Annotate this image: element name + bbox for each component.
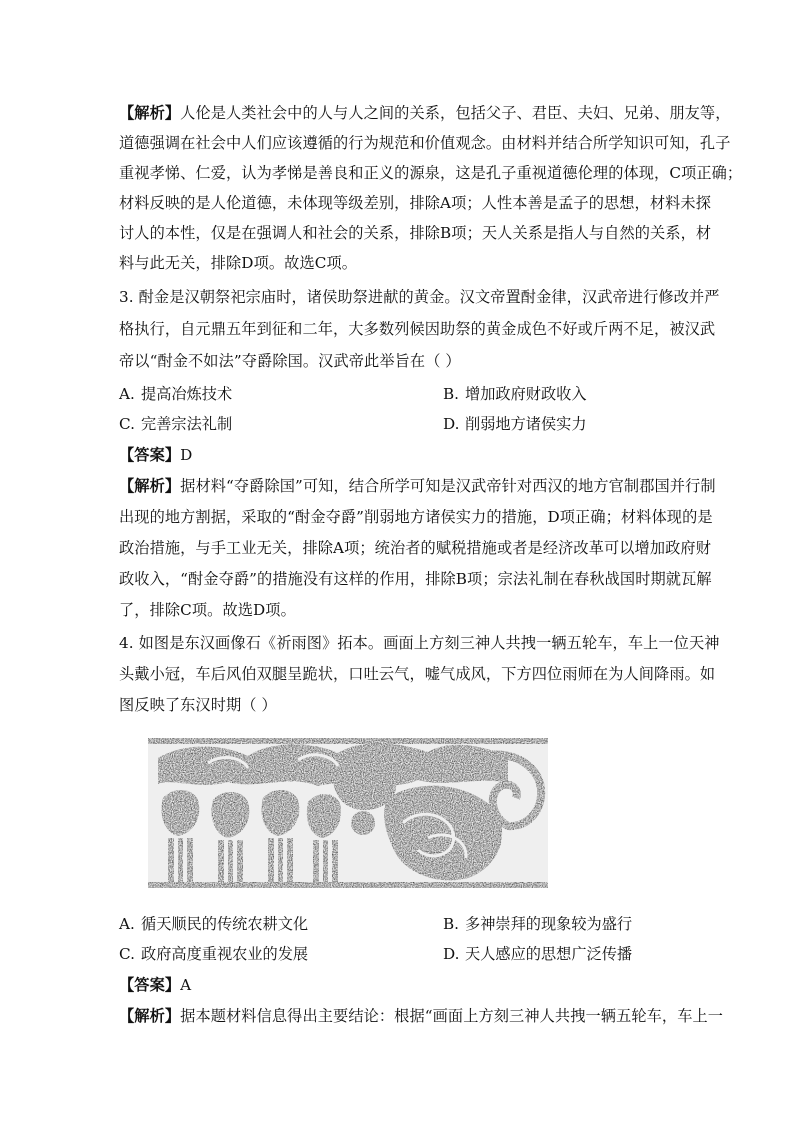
q3-analysis-line-4: 政收入，“酎金夺爵”的措施没有这样的作用，排除B项；宗法礼制在春秋战国时期就瓦解 xyxy=(119,570,712,588)
q4-answer-value: A xyxy=(180,976,192,994)
q3-answer xyxy=(119,444,679,466)
q4-option-d[interactable]: D. 天人感应的思想广泛传播 xyxy=(443,945,633,963)
q3-answer-value: D xyxy=(180,446,193,464)
q4-analysis-tag: 【解析】 xyxy=(119,1007,181,1025)
q2-analysis-line-4: 材料反映的是人伦道德，未体现等级差别，排除A项；人性本善是孟子的思想，材料未探 xyxy=(119,194,711,212)
q3-stem-line-1: 3. 酎金是汉朝祭祀宗庙时，诸侯助祭进献的黄金。汉文帝置酎金律，汉武帝进行修改并严 xyxy=(119,288,720,306)
rain-praying-rubbing-image xyxy=(148,738,548,888)
q3-option-a[interactable]: A. 提高冶炼技术 xyxy=(119,385,233,403)
q4-stem-line-3: 图反映了东汉时期（ ） xyxy=(119,696,277,714)
q3-answer-tag: 【答案】 xyxy=(119,446,181,464)
q3-analysis-line-3: 政治措施，与手工业无关，排除A项；统治者的赋税措施或者是经济改革可以增加政府财 xyxy=(119,539,711,557)
q3-option-c[interactable]: C. 完善宗法礼制 xyxy=(119,415,233,433)
q4-answer-tag: 【答案】 xyxy=(119,976,181,994)
q2-analysis-line-3: 重视孝悌、仁爱，认为孝悌是善良和正义的源泉，这是孔子重视道德伦理的体现，C项正确； xyxy=(119,164,743,182)
q2-analysis-line-2: 道德强调在社会中人们应该遵循的行为规范和价值观念。由材料并结合所学知识可知，孔子 xyxy=(119,134,731,152)
q2-analysis-line-5: 讨人的本性，仅是在强调人和社会的关系，排除B项；天人关系是指人与自然的关系，材 xyxy=(119,224,712,242)
rubbing-illustration xyxy=(148,738,548,888)
q3-stem-line-2: 格执行，自元鼎五年到征和二年，大多数列候因助祭的黄金成色不好或斤两不足，被汉武 xyxy=(119,320,716,338)
q4-stem-line-2: 头戴小冠，车后风伯双腿呈跪状，口吐云气，嘘气成风，下方四位雨师在为人间降雨。如 xyxy=(119,665,716,683)
q3-analysis-tag: 【解析】 xyxy=(119,477,181,495)
q3-analysis-line-5: 了，排除C项。故选D项。 xyxy=(119,601,296,619)
q4-option-c[interactable]: C. 政府高度重视农业的发展 xyxy=(119,945,309,963)
q2-analysis-line-1: 【解析】人伦是人类社会中的人与人之间的关系，包括父子、君臣、夫妇、兄弟、朋友等， xyxy=(119,104,731,122)
q3-stem-line-3: 帝以“酎金不如法”夺爵除国。汉武帝此举旨在（ ） xyxy=(119,352,461,370)
q4-stem-line-1: 4. 如图是东汉画像石《祈雨图》拓本。画面上方刻三神人共拽一辆五轮车，车上一位天神 xyxy=(119,634,720,652)
q4-option-b[interactable]: B. 多神崇拜的现象较为盛行 xyxy=(443,915,633,933)
q2-analysis-line-6: 料与此无关，排除D项。故选C项。 xyxy=(119,254,358,272)
q3-analysis-line-1: 【解析】据材料“夺爵除国”可知，结合所学可知是汉武帝针对西汉的地方官制郡国并行制 xyxy=(119,477,716,495)
q4-analysis-line-1: 【解析】据本题材料信息得出主要结论：根据“画面上方刻三神人共拽一辆五轮车，车上一 xyxy=(119,1007,724,1025)
q3-option-d[interactable]: D. 削弱地方诸侯实力 xyxy=(443,415,587,433)
q2-analysis-tag: 【解析】 xyxy=(119,104,181,122)
q4-option-a[interactable]: A. 循天顺民的传统农耕文化 xyxy=(119,915,309,933)
q3-analysis-line-2: 出现的地方割据，采取的“酎金夺爵”削弱地方诸侯实力的措施，D项正确；材料体现的是 xyxy=(119,508,713,526)
q4-answer xyxy=(119,974,679,996)
q3-option-b[interactable]: B. 增加政府财政收入 xyxy=(443,385,587,403)
